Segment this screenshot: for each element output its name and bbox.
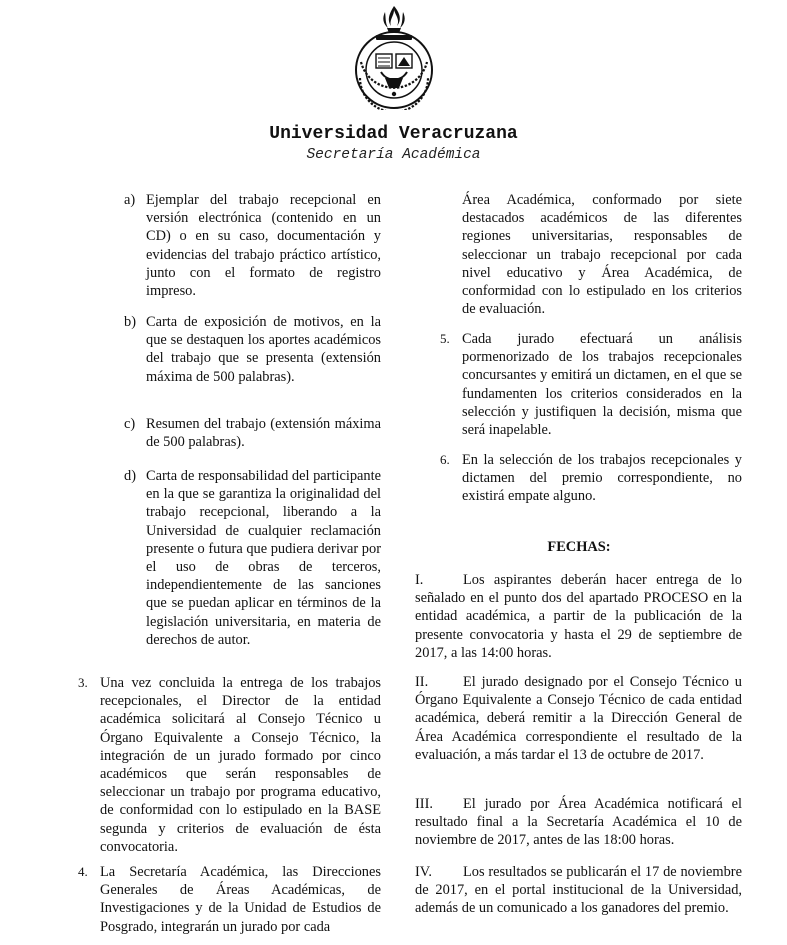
item-3-text: Una vez concluida la entrega de los trabajos recepcionales, el Director de la entidad académica solicitará al Consejo Técnico u Órgano Equivalente a Consejo Técnico, la integración de un jurado formado por cinco académicos que serán responsables de seleccionar un trabajo por programa educativo, de conformidad con lo estipulado en la BASE segunda y criterios de evaluación de ésta convocatoria.: [100, 675, 381, 855]
fecha-item-II: [415, 673, 742, 764]
item-number: 5.: [440, 331, 450, 346]
fecha-text: Los aspirantes deberán hacer entrega de lo señalado en el punto dos del apartado PROCESO en la entidad académica, a partir de la publicación de la presente convocatoria y hasta el 29 de septiembre de 2017, a las 14:00 horas.: [415, 572, 742, 661]
item-4-continuation-text: Área Académica, conformado por siete destacados académicos de las diferentes regiones universitarias, responsables de seleccionar un trabajo recepcional por cada nivel educativo y Área Académica, de conformidad con lo estipulado en los criterios de evaluación.: [462, 192, 742, 318]
university-name: Universidad Veracruzana: [269, 124, 518, 144]
fechas-heading: FECHAS:: [547, 539, 611, 555]
item-number: 6.: [440, 452, 450, 467]
roman-numeral: III.: [415, 796, 433, 812]
sub-item-marker: c): [124, 416, 136, 432]
sub-item-d-text: Carta de responsabilidad del participante en la que se garantiza la originalidad del trabajo recepcional, liberando a la Universidad de cualquier reclamación presente o futura que pudiera derivar por el uso de obras de terceros, independientemente de las sanciones que se puedan aplicar en términos de la legislación universitaria, en materia de derechos de autor.: [146, 468, 381, 648]
sub-item-marker: a): [124, 192, 136, 208]
sub-item-b-text: Carta de exposición de motivos, en la que se destaquen los aportes académicos del trabajo que se presenta (extensión máxima de 500 palabras).: [146, 314, 381, 385]
roman-numeral: I.: [415, 572, 424, 588]
sub-item-a-text: Ejemplar del trabajo recepcional en versión electrónica (contenido en un CD) o en su caso, documentación y evidencias del trabajo práctico artístico, junto con el formato de registro impreso.: [146, 192, 381, 300]
item-number: 3.: [78, 675, 88, 690]
sub-item-marker: b): [124, 314, 136, 330]
roman-numeral: IV.: [415, 864, 432, 880]
department-name: Secretaría Académica: [306, 147, 481, 163]
fecha-text: Los resultados se publicarán el 17 de noviembre de 2017, en el portal institucional de la Universidad, además de un comunicado a los ganadores del premio.: [415, 864, 742, 917]
item-6-text: En la selección de los trabajos recepcionales y dictamen del premio correspondiente, no existirá empate alguno.: [462, 452, 742, 505]
fecha-text: El jurado designado por el Consejo Técnico u Órgano Equivalente a Consejo Técnico de cada entidad académica, deberá remitir a la Dirección General de Área Académica correspondiente el resultado de la evaluación, a más tardar el 13 de octubre de 2017.: [415, 674, 742, 763]
sub-item-marker: d): [124, 468, 136, 484]
item-5-text: Cada jurado efectuará un análisis pormenorizado de los trabajos recepcionales concursantes y emitirá un dictamen, en el que se fundamenten los criterios considerados en la selección y justifiquen la decisión, misma que será inapelable.: [462, 331, 742, 439]
fecha-item-III: [415, 795, 742, 850]
item-number: 4.: [78, 864, 88, 879]
fecha-text: El jurado por Área Académica notificará el resultado final a la Secretaría Académica el 10 de noviembre de 2017, antes de las 18:00 horas.: [415, 796, 742, 849]
sub-item-c-text: Resumen del trabajo (extensión máxima de 500 palabras).: [146, 416, 381, 451]
fecha-item-I: [415, 571, 742, 662]
university-seal-logo: [345, 2, 443, 110]
roman-numeral: II.: [415, 674, 429, 690]
item-4-text: La Secretaría Académica, las Direcciones Generales de Áreas Académicas, de Investigaciones y de la Unidad de Estudios de Posgrado, integrarán un jurado por cada: [100, 864, 381, 935]
fecha-item-IV: [415, 863, 742, 918]
